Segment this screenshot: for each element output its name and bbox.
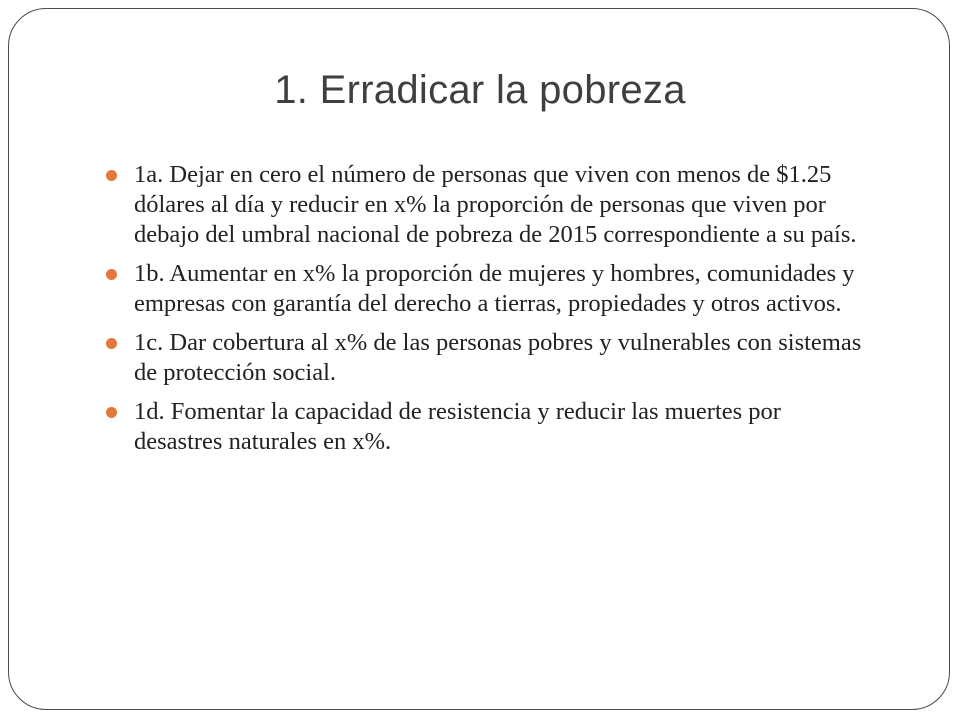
slide-title: 1. Erradicar la pobreza [274,68,686,112]
bullet-text: 1b. Aumentar en x% la proporción de mujeres y hombres, comunidades y empresas con garantía del derecho a tierras, propiedades y otros activos. [134,260,855,317]
bullet-list [104,160,864,466]
bullet-text: 1c. Dar cobertura al x% de las personas pobres y vulnerables con sistemas de protección social. [134,329,862,386]
bullet-item-1c [104,328,864,388]
bullet-dot-icon [106,338,117,349]
bullet-dot-icon [106,170,117,181]
bullet-text: 1a. Dejar en cero el número de personas que viven con menos de $1.25 dólares al día y reducir en x% la proporción de personas que viven por debajo del umbral nacional de pobreza de 2015 correspondiente a su país. [134,161,857,248]
bullet-item-1b [104,259,864,319]
bullet-item-1a [104,160,864,250]
bullet-text: 1d. Fomentar la capacidad de resistencia y reducir las muertes por desastres naturales en x%. [134,398,781,455]
bullet-dot-icon [106,269,117,280]
bullet-item-1d [104,397,864,457]
bullet-dot-icon [106,407,117,418]
